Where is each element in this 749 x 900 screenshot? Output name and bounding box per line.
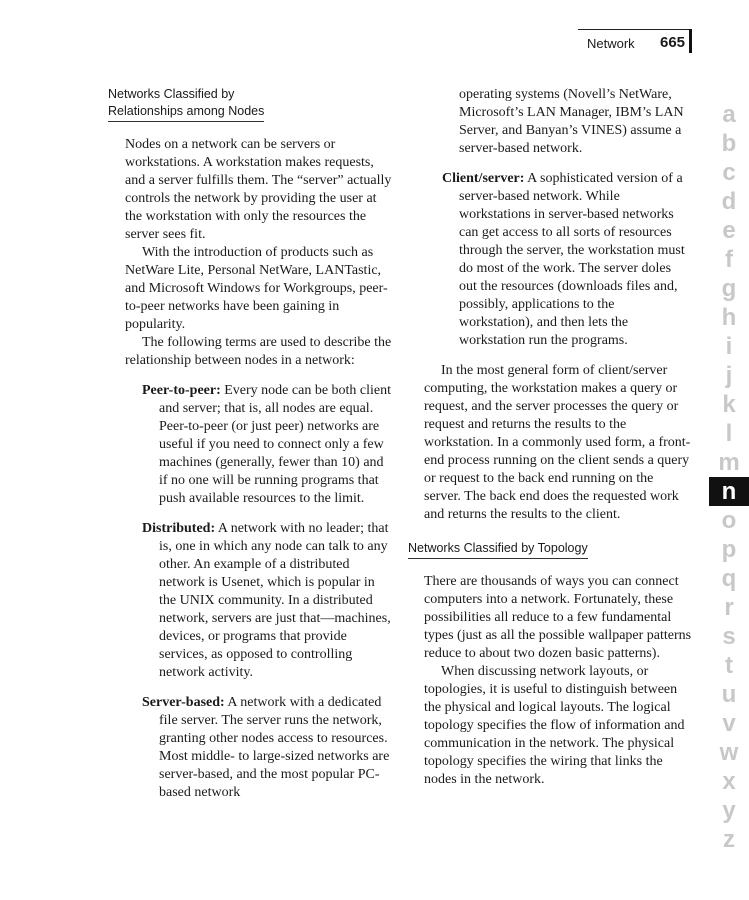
section-heading-line-2: Relationships among Nodes xyxy=(108,104,265,118)
thumb-index-letter-g[interactable]: g xyxy=(721,275,737,302)
thumb-index-letter-p[interactable]: p xyxy=(721,536,737,563)
paragraph: There are thousands of ways you can connect computers into a network. Fortunately, these possibilities all reduce to a few fundamental types (just as all the possible wallpaper patterns reduce to about two dozen basic patterns). xyxy=(424,574,692,661)
thumb-index-letter-x[interactable]: x xyxy=(722,768,736,795)
section-heading-topology: Networks Classified by Topology xyxy=(408,540,588,559)
thumb-index-letter-w[interactable]: w xyxy=(719,739,739,766)
thumb-index-letter-h[interactable]: h xyxy=(721,304,737,331)
thumb-index-letter-s[interactable]: s xyxy=(722,623,736,650)
thumb-index-letter-n[interactable]: n xyxy=(709,477,749,506)
paragraph: The following terms are used to describe the relationship between nodes in a network: xyxy=(125,335,392,368)
thumb-index-letter-a[interactable]: a xyxy=(722,101,736,128)
thumb-index-letter-m[interactable]: m xyxy=(718,449,740,476)
alphabet-thumb-index xyxy=(709,100,749,854)
thumb-index-letter-k[interactable]: k xyxy=(722,391,736,418)
definition-server-based xyxy=(108,694,392,802)
thumb-index-letter-j[interactable]: j xyxy=(725,362,733,389)
thumb-index-letter-i[interactable]: i xyxy=(725,333,733,360)
thumb-index-letter-e[interactable]: e xyxy=(722,217,736,244)
term-definition: A sophisticated version of a server-based network. While workstations in server-based networks can get access to all sorts of resources through the server, the workstation must do most of the work. The server doles out the resources (downloads files and, possibly, applications to the workstation), and then lets the workstation run the programs. xyxy=(459,171,685,348)
definition-client-server xyxy=(424,170,692,350)
header-rule xyxy=(578,29,691,30)
intro-block xyxy=(108,136,392,370)
definition-peer-to-peer xyxy=(108,382,392,508)
thumb-index-letter-t[interactable]: t xyxy=(725,652,733,679)
thumb-index-letter-d[interactable]: d xyxy=(721,188,737,215)
section-heading-line-1: Networks Classified by xyxy=(108,87,235,101)
term-label: Peer-to-peer: xyxy=(142,383,221,398)
header-vertical-bar xyxy=(689,29,692,53)
thumb-index-letter-u[interactable]: u xyxy=(721,681,737,708)
term-label: Server-based: xyxy=(142,695,225,710)
term-definition: Every node can be both client and server; that is, all nodes are equal. Peer-to-peer (or just peer) networks are useful if you need to connect only a few machines (generally, fewer than 10) and if no one will be running programs that push available resources to the limit. xyxy=(159,383,392,506)
term-label: Client/server: xyxy=(442,171,525,186)
thumb-index-letter-y[interactable]: y xyxy=(722,797,736,824)
thumb-index-letter-b[interactable]: b xyxy=(721,130,737,157)
paragraph: In the most general form of client/server computing, the workstation makes a query or request, and the server processes the query or request and returns the results to the workstation. In a commonly used form, a front-end process running on the client sends a query or request to the back end running on the server. The back end does the requested work and returns the results to the client. xyxy=(424,363,691,522)
paragraph: Nodes on a network can be servers or workstations. A workstation makes requests, and a server fulfills them. The “server” actually controls the network by providing the user at the workstation with only the resources the server sees fit. xyxy=(125,137,392,242)
left-column xyxy=(108,86,392,802)
right-column xyxy=(408,86,692,789)
page-number: 665 xyxy=(660,34,686,51)
running-head: Network xyxy=(587,36,635,51)
definition-distributed xyxy=(108,520,392,682)
paragraph: When discussing network layouts, or topologies, it is useful to distinguish between the physical and logical layouts. The logical topology specifies the flow of information and communication in the network. The physical topology specifies the wiring that links the nodes in the network. xyxy=(424,664,685,787)
thumb-index-letter-z[interactable]: z xyxy=(723,826,735,853)
continuation-text: operating systems (Novell’s NetWare, Microsoft’s LAN Manager, IBM’s LAN Server, and Banyan’s VINES) assume a server-based network. xyxy=(459,87,684,156)
thumb-index-letter-v[interactable]: v xyxy=(722,710,736,737)
thumb-index-letter-r[interactable]: r xyxy=(724,594,734,621)
term-label: Distributed: xyxy=(142,521,216,536)
term-definition: A network with no leader; that is, one in which any node can talk to any other. An example of a distributed network is Usenet, which is popular in the UNIX community. In a distributed network, servers are just that—machines, devices, or programs that provide services, as opposed to controlling network activity. xyxy=(159,521,391,680)
section-heading-relationships xyxy=(108,86,264,122)
thumb-index-letter-o[interactable]: o xyxy=(721,507,737,534)
thumb-index-letter-q[interactable]: q xyxy=(721,565,737,592)
paragraph: With the introduction of products such as NetWare Lite, Personal NetWare, LANTastic, and Microsoft Windows for Workgroups, peer-to-peer networks have been gaining in popularity. xyxy=(125,245,388,332)
thumb-index-letter-c[interactable]: c xyxy=(722,159,736,186)
term-definition: A network with a dedicated file server. The server runs the network, granting other nodes access to resources. Most middle- to large-sized networks are server-based, and the most popular PC-based network xyxy=(159,695,390,800)
thumb-index-letter-l[interactable]: l xyxy=(725,420,733,447)
thumb-index-letter-f[interactable]: f xyxy=(725,246,733,273)
